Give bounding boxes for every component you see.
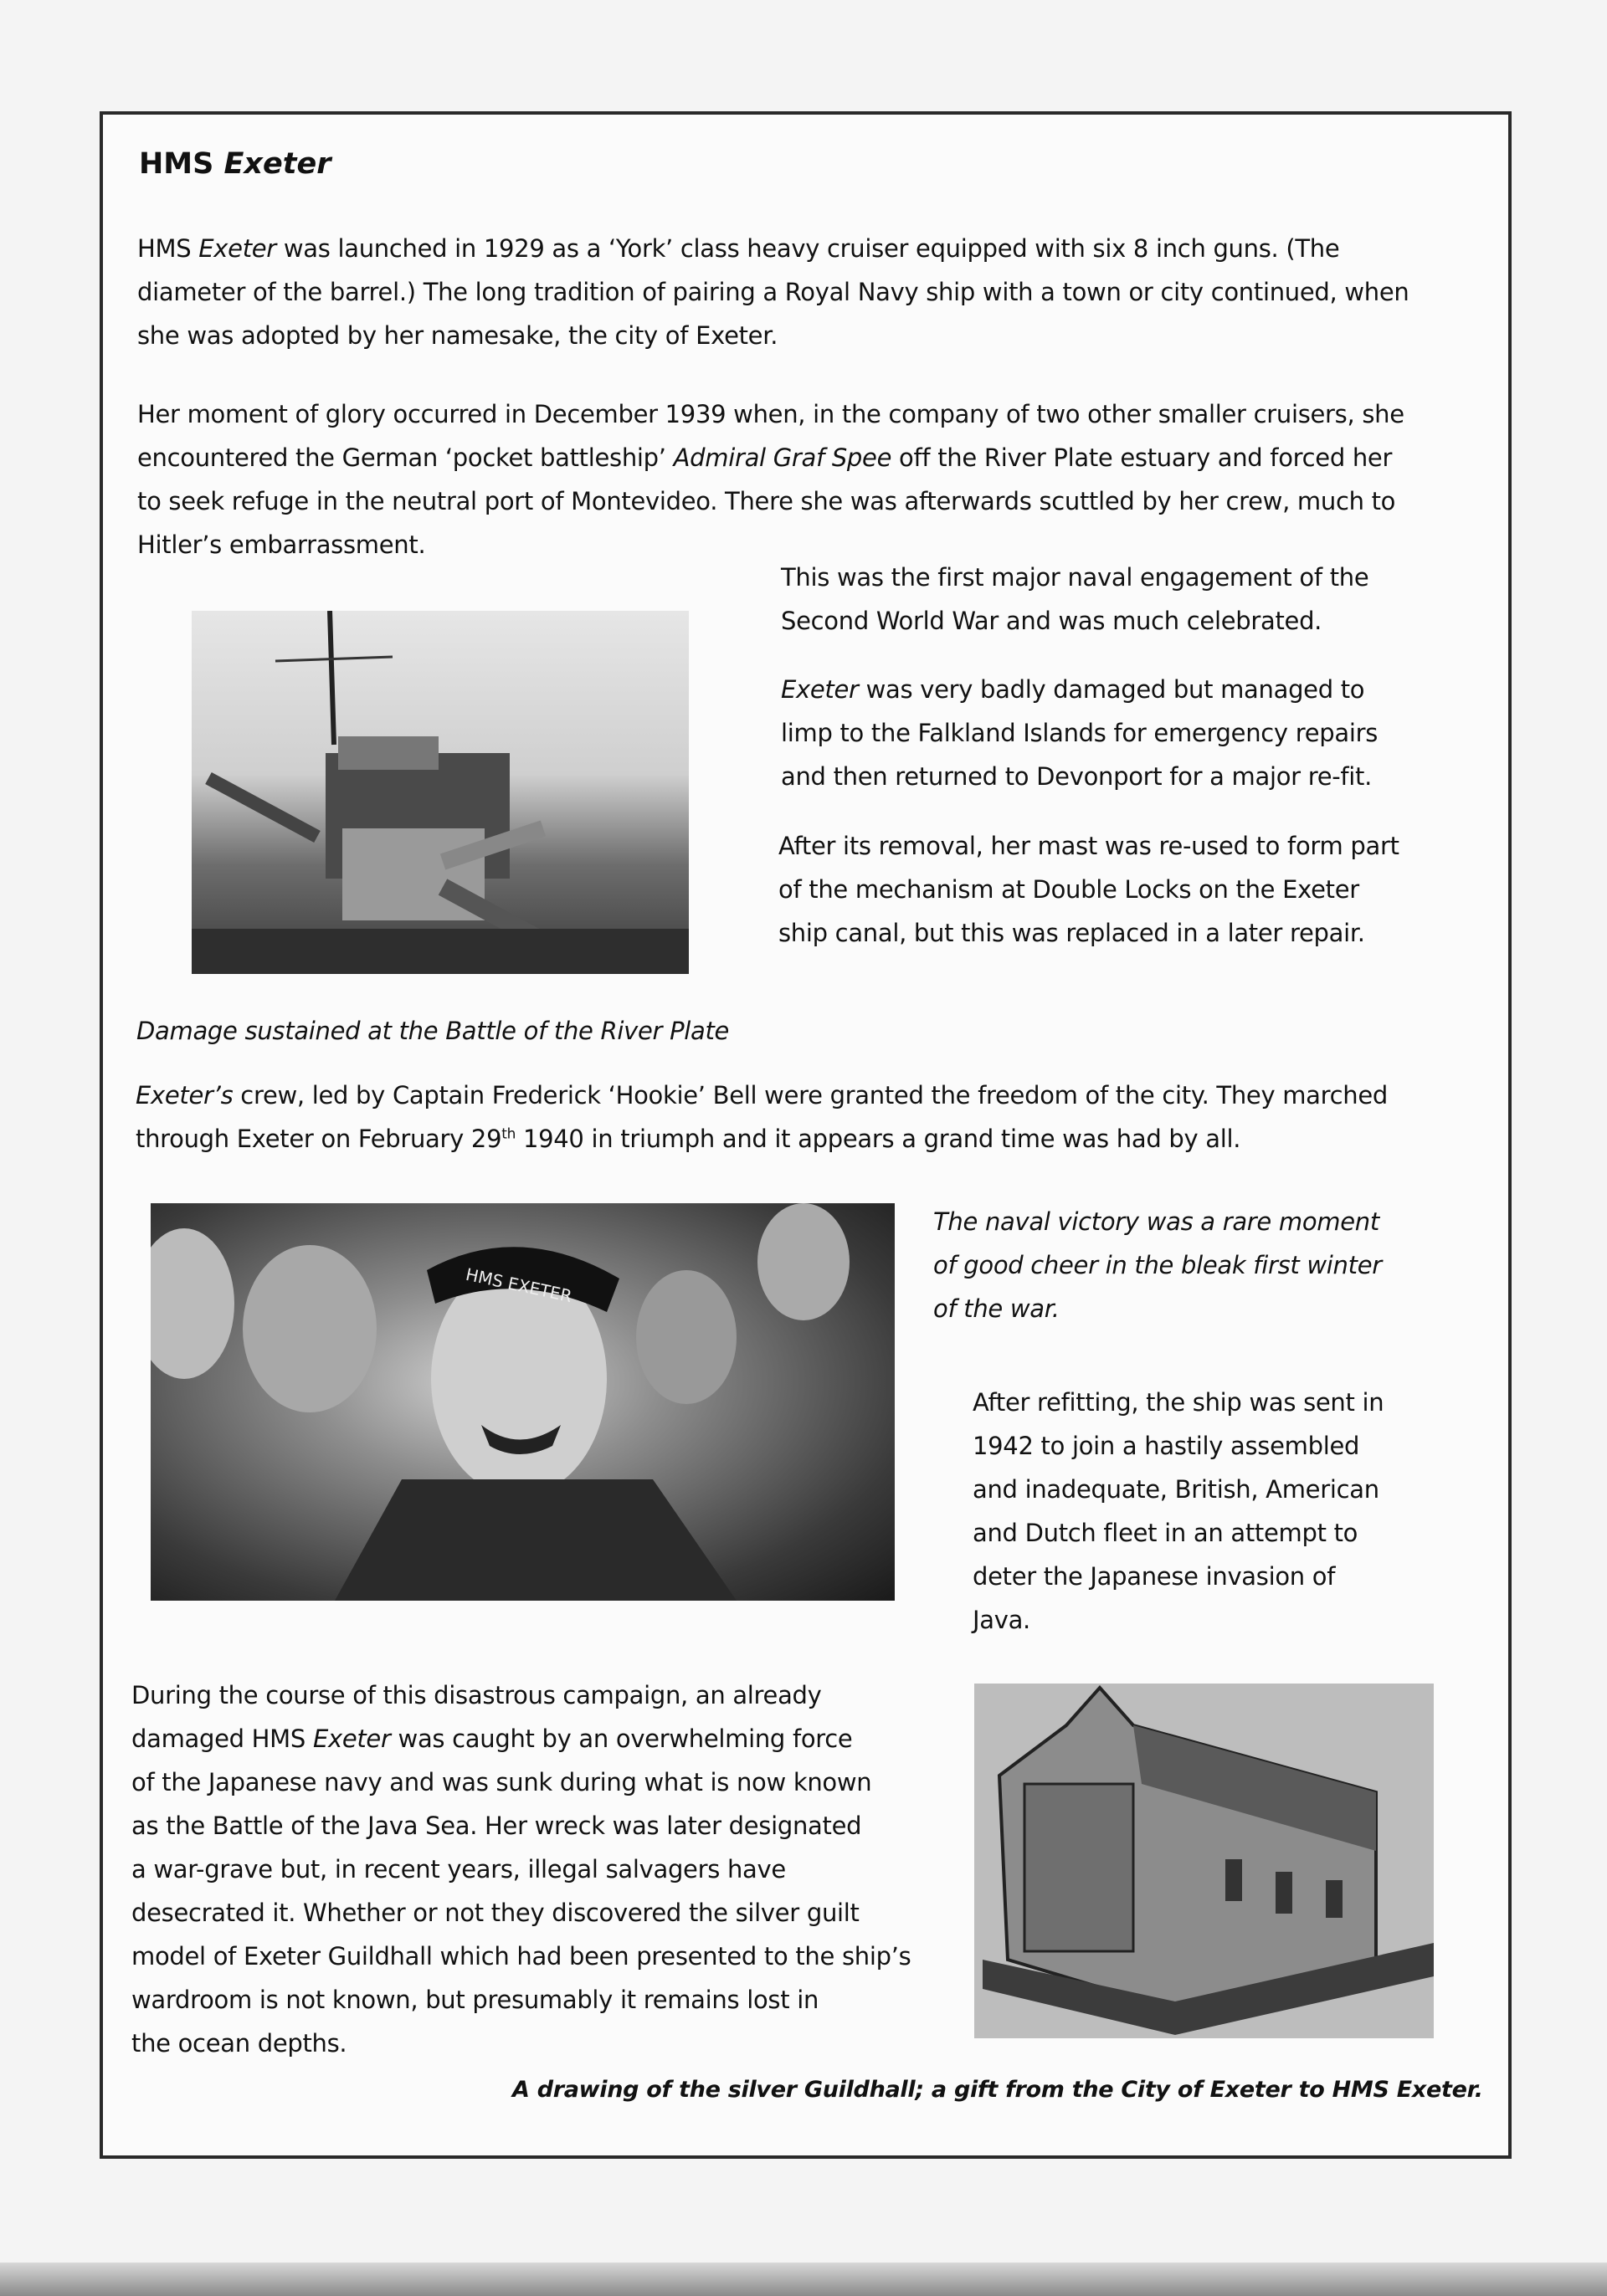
text-line	[131, 1673, 911, 1717]
text-segment: 1940 in triumph and it appears a grand time was had by all.	[516, 1125, 1241, 1153]
paragraph-glory	[137, 392, 1404, 566]
text-line	[131, 1935, 911, 1978]
text-segment: After refitting, the ship was sent in	[973, 1388, 1384, 1417]
italic-text: Exeter	[312, 1725, 391, 1753]
text-line	[778, 824, 1399, 868]
text-segment: crew, led by Captain Frederick ‘Hookie’ Bell were granted the freedom of the city. They marched	[233, 1081, 1389, 1110]
italic-text: Exeter	[781, 675, 859, 704]
page-edge	[0, 2263, 1607, 2296]
guildhall-drawing	[974, 1684, 1434, 2038]
guildhall-caption: A drawing of the silver Guildhall; a gift from the City of Exeter to HMS Exeter.	[512, 2077, 1483, 2103]
text-segment: diameter of the barrel.) The long tradition of pairing a Royal Navy ship with a town or city continued, when	[137, 278, 1409, 306]
text-segment: was caught by an overwhelming force	[390, 1725, 853, 1753]
text-segment: off the River Plate estuary and forced her	[891, 443, 1393, 472]
italic-text: The naval victory was a rare moment	[933, 1207, 1379, 1236]
paragraph-crew	[136, 1074, 1388, 1161]
italic-text: of good cheer in the bleak first winter	[933, 1251, 1382, 1279]
text-line	[131, 1891, 911, 1935]
text-line	[131, 1804, 911, 1848]
paragraph-refitting	[973, 1381, 1384, 1642]
text-segment: as the Battle of the Java Sea. Her wreck was later designated	[131, 1812, 862, 1840]
crew-illustration	[151, 1203, 895, 1601]
text-line	[781, 556, 1368, 599]
text-segment: damaged HMS	[131, 1725, 313, 1753]
text-segment: ship canal, but this was replaced in a later repair.	[778, 919, 1365, 947]
text-segment: and then returned to Devonport for a major re-fit.	[781, 762, 1373, 791]
text-segment: model of Exeter Guildhall which had been presented to the ship’s	[131, 1942, 911, 1971]
italic-text: Exeter’s	[136, 1081, 234, 1110]
text-line	[973, 1598, 1384, 1642]
text-line	[136, 1074, 1388, 1117]
text-segment: deter the Japanese invasion of	[973, 1562, 1336, 1591]
text-line	[973, 1468, 1384, 1511]
paragraph-damage	[781, 668, 1378, 798]
text-segment: wardroom is not known, but presumably it remains lost in	[131, 1986, 819, 2014]
italic-text: Admiral Graf Spee	[673, 443, 892, 472]
text-line	[137, 436, 1404, 479]
text-line	[137, 227, 1409, 270]
text-segment: through Exeter on February 29	[136, 1125, 502, 1153]
crew-photo	[151, 1203, 895, 1601]
text-line	[131, 2022, 911, 2065]
text-line	[137, 392, 1404, 436]
text-segment: Second World War and was much celebrated.	[781, 607, 1322, 635]
text-segment: After its removal, her mast was re-used to form part	[778, 832, 1399, 860]
paragraph-victory-quote	[933, 1200, 1382, 1330]
text-line	[131, 1978, 911, 2022]
text-line	[933, 1243, 1382, 1287]
text-segment: Hitler’s embarrassment.	[137, 530, 426, 559]
text-line	[973, 1555, 1384, 1598]
cap-ribbon-text: HMS EXETER	[464, 1263, 574, 1307]
text-line	[778, 868, 1399, 911]
text-line	[973, 1424, 1384, 1468]
text-line	[973, 1381, 1384, 1424]
text-line	[933, 1200, 1382, 1243]
text-segment: of the mechanism at Double Locks on the Exeter	[778, 875, 1359, 904]
text-segment: and inadequate, British, American	[973, 1475, 1379, 1504]
text-segment: desecrated it. Whether or not they discovered the silver guilt	[131, 1899, 860, 1927]
paragraph-first-engagement	[781, 556, 1368, 643]
text-line	[137, 314, 1409, 357]
text-line	[137, 479, 1404, 523]
text-segment: and Dutch fleet in an attempt to	[973, 1519, 1358, 1547]
italic-text: of the war.	[933, 1294, 1060, 1323]
text-line	[933, 1287, 1382, 1330]
title-text: HMS	[139, 147, 224, 181]
italic-text: Exeter	[198, 234, 276, 263]
text-segment: of the Japanese navy and was sunk during what is now known	[131, 1768, 872, 1796]
text-segment: This was the first major naval engagement of the	[781, 563, 1369, 592]
ship-photo-caption: Damage sustained at the Battle of the River Plate	[136, 1017, 730, 1045]
ship-damage-photo	[192, 611, 689, 974]
text-line	[131, 1760, 911, 1804]
text-segment: HMS	[137, 234, 199, 263]
text-line	[781, 599, 1368, 643]
text-segment: Her moment of glory occurred in December 1939 when, in the company of two other smaller cruisers, she	[137, 400, 1404, 428]
text-segment: to seek refuge in the neutral port of Montevideo. There she was afterwards scuttled by her crew, much to	[137, 487, 1396, 515]
text-segment: she was adopted by her namesake, the city of Exeter.	[137, 321, 778, 350]
text-segment: During the course of this disastrous campaign, an already	[131, 1681, 822, 1709]
title-italic: Exeter	[223, 147, 331, 181]
text-line	[778, 911, 1399, 955]
ship-illustration	[192, 611, 689, 974]
text-segment: Java.	[973, 1606, 1030, 1634]
paragraph-java-sea	[131, 1673, 911, 2065]
guildhall-illustration	[974, 1684, 1434, 2038]
paragraph-launch	[137, 227, 1409, 357]
text-line	[131, 1848, 911, 1891]
text-segment: was very badly damaged but managed to	[858, 675, 1365, 704]
text-segment: 1942 to join a hastily assembled	[973, 1432, 1360, 1460]
text-line	[137, 270, 1409, 314]
text-segment: limp to the Falkland Islands for emergency repairs	[781, 719, 1379, 747]
text-segment: was launched in 1929 as a ‘York’ class heavy cruiser equipped with six 8 inch guns. (The	[275, 234, 1340, 263]
page-title	[139, 147, 331, 181]
text-line	[781, 755, 1378, 798]
text-line	[781, 711, 1378, 755]
paragraph-mast	[778, 824, 1399, 955]
text-segment: a war-grave but, in recent years, illegal salvagers have	[131, 1855, 786, 1883]
text-segment: th	[501, 1125, 516, 1143]
text-segment: encountered the German ‘pocket battleship’	[137, 443, 674, 472]
text-line	[136, 1117, 1388, 1161]
text-segment: the ocean depths.	[131, 2029, 347, 2058]
text-line	[781, 668, 1378, 711]
text-line	[131, 1717, 911, 1760]
text-line	[973, 1511, 1384, 1555]
